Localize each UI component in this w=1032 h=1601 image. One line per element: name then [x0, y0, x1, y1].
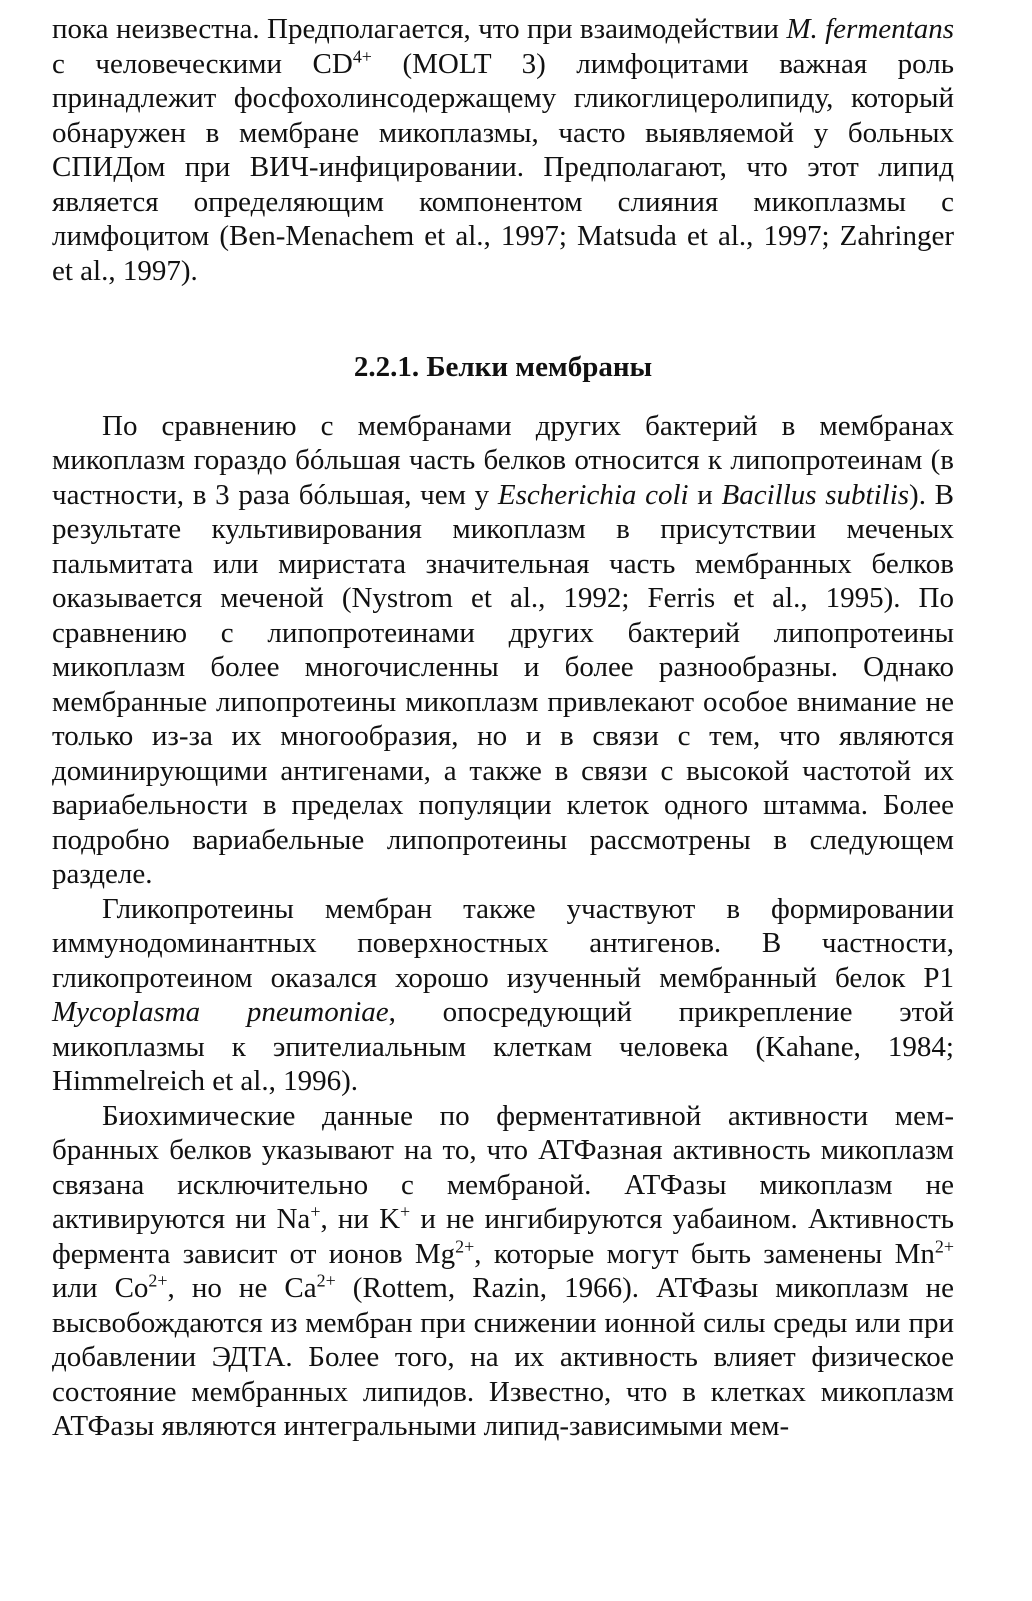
text-run: ). В результате культивирования микоплазм в присутствии меченых пальмитата или миристата значительная часть мембранных белков оказывается меченой (Nystrom et al., 1992; Ferris et al., 1995). По сравнению с липопротеинами других бактерий липопротеины микоплазм более многочисленны и более разнообразны. Однако мембранные липопротеины микоплазм привлекают особое внимание не только из-за их многообразия, но и в связи с тем, что являются доминирующими антигенами, а также в связи с высокой частотой их вариабельности в пределах популяции клеток одного штамма. Более подробно вариабельные липопротеины рассмотрены в следующем разделе. [52, 478, 954, 890]
text-run: , но не Ca [167, 1272, 317, 1304]
section-heading: 2.2.1. Белки мембраны [353, 351, 653, 383]
italic-species-name: Bacillus subtilis [721, 478, 910, 511]
text-run: По сравнению с мембранами других бактерий в мембранах микоплазм гораздо бóльшая часть белков относится к липопротеинам (в частности, в 3 раза бóльшая, чем у [52, 409, 954, 511]
text-run: , ни K [320, 1203, 401, 1235]
paragraph-continuation [52, 12, 954, 288]
document-page [52, 12, 954, 1444]
text-run: Гликопротеины мембран также участвуют в формировании иммунодоминантных поверхностных антигенов. В частности, гликопротеином оказался хорошо изученный мембранный белок P1 [52, 892, 954, 994]
paragraph [52, 409, 954, 892]
text-run: (Rottem, Razin, 1966). АТФазы микоплазм не высвобождаются из мембран при снижении ионной силы среды или при добавлении ЭДТА. Более того, на их активность влияет физическое состояние мембранных липидов. Известно, что в клетках микоплазм АТФазы являются интегральными липид-зависимыми мем- [52, 1272, 955, 1442]
italic-species-name: M. fermentans [786, 13, 954, 45]
text-run: пока неизвестна. Предполагается, что при взаимодействии [52, 13, 787, 45]
text-run: Биохимические данные по ферментативной активности мембранных белков указывают на то, что АТФазная активность микоплазм связана исключительно с мембраной. АТФазы микоплазм не активируются ни Na [52, 1099, 954, 1235]
paragraph [52, 1099, 954, 1444]
superscript: 2+ [316, 1270, 336, 1291]
text-run: , которые могут быть заменены Mn [474, 1237, 935, 1270]
superscript: 2+ [148, 1270, 168, 1291]
superscript: 4+ [352, 45, 372, 66]
superscript: + [310, 1201, 321, 1222]
superscript: + [400, 1201, 411, 1222]
text-run: с человеческими CD [52, 47, 353, 80]
italic-species-name: Mycoplasma pneumoniae [52, 996, 389, 1028]
text-run: и не ингибируются уабаином. Активность фермента зависит от ионов Mg [52, 1203, 955, 1270]
superscript: 2+ [455, 1235, 475, 1256]
paragraph [52, 892, 954, 1099]
italic-species-name: Escherichia coli [497, 478, 689, 511]
text-run: , опосредующий прикрепление этой микоплазмы к эпителиальным клеткам человека (Kahane, 1984; Himmelreich et al., 1996). [52, 996, 954, 1097]
text-run: или Co [52, 1272, 149, 1304]
text-run: (MOLT 3) лимфоцитами важная роль принадлежит фосфохолинсодержащему гликоглицеролипиду, который обнаружен в мембране микоплазмы, часто выявляемой у больных СПИДом при ВИЧ-инфицировании. Предполагают, что этот липид является определяющим компонентом слияния микоплазмы с лимфоцитом (Ben-Menachem et al., 1997; Matsuda et al., 1997; Zahringer et al., 1997). [52, 47, 954, 287]
superscript: 2+ [934, 1235, 955, 1256]
text-run: и [688, 478, 722, 511]
